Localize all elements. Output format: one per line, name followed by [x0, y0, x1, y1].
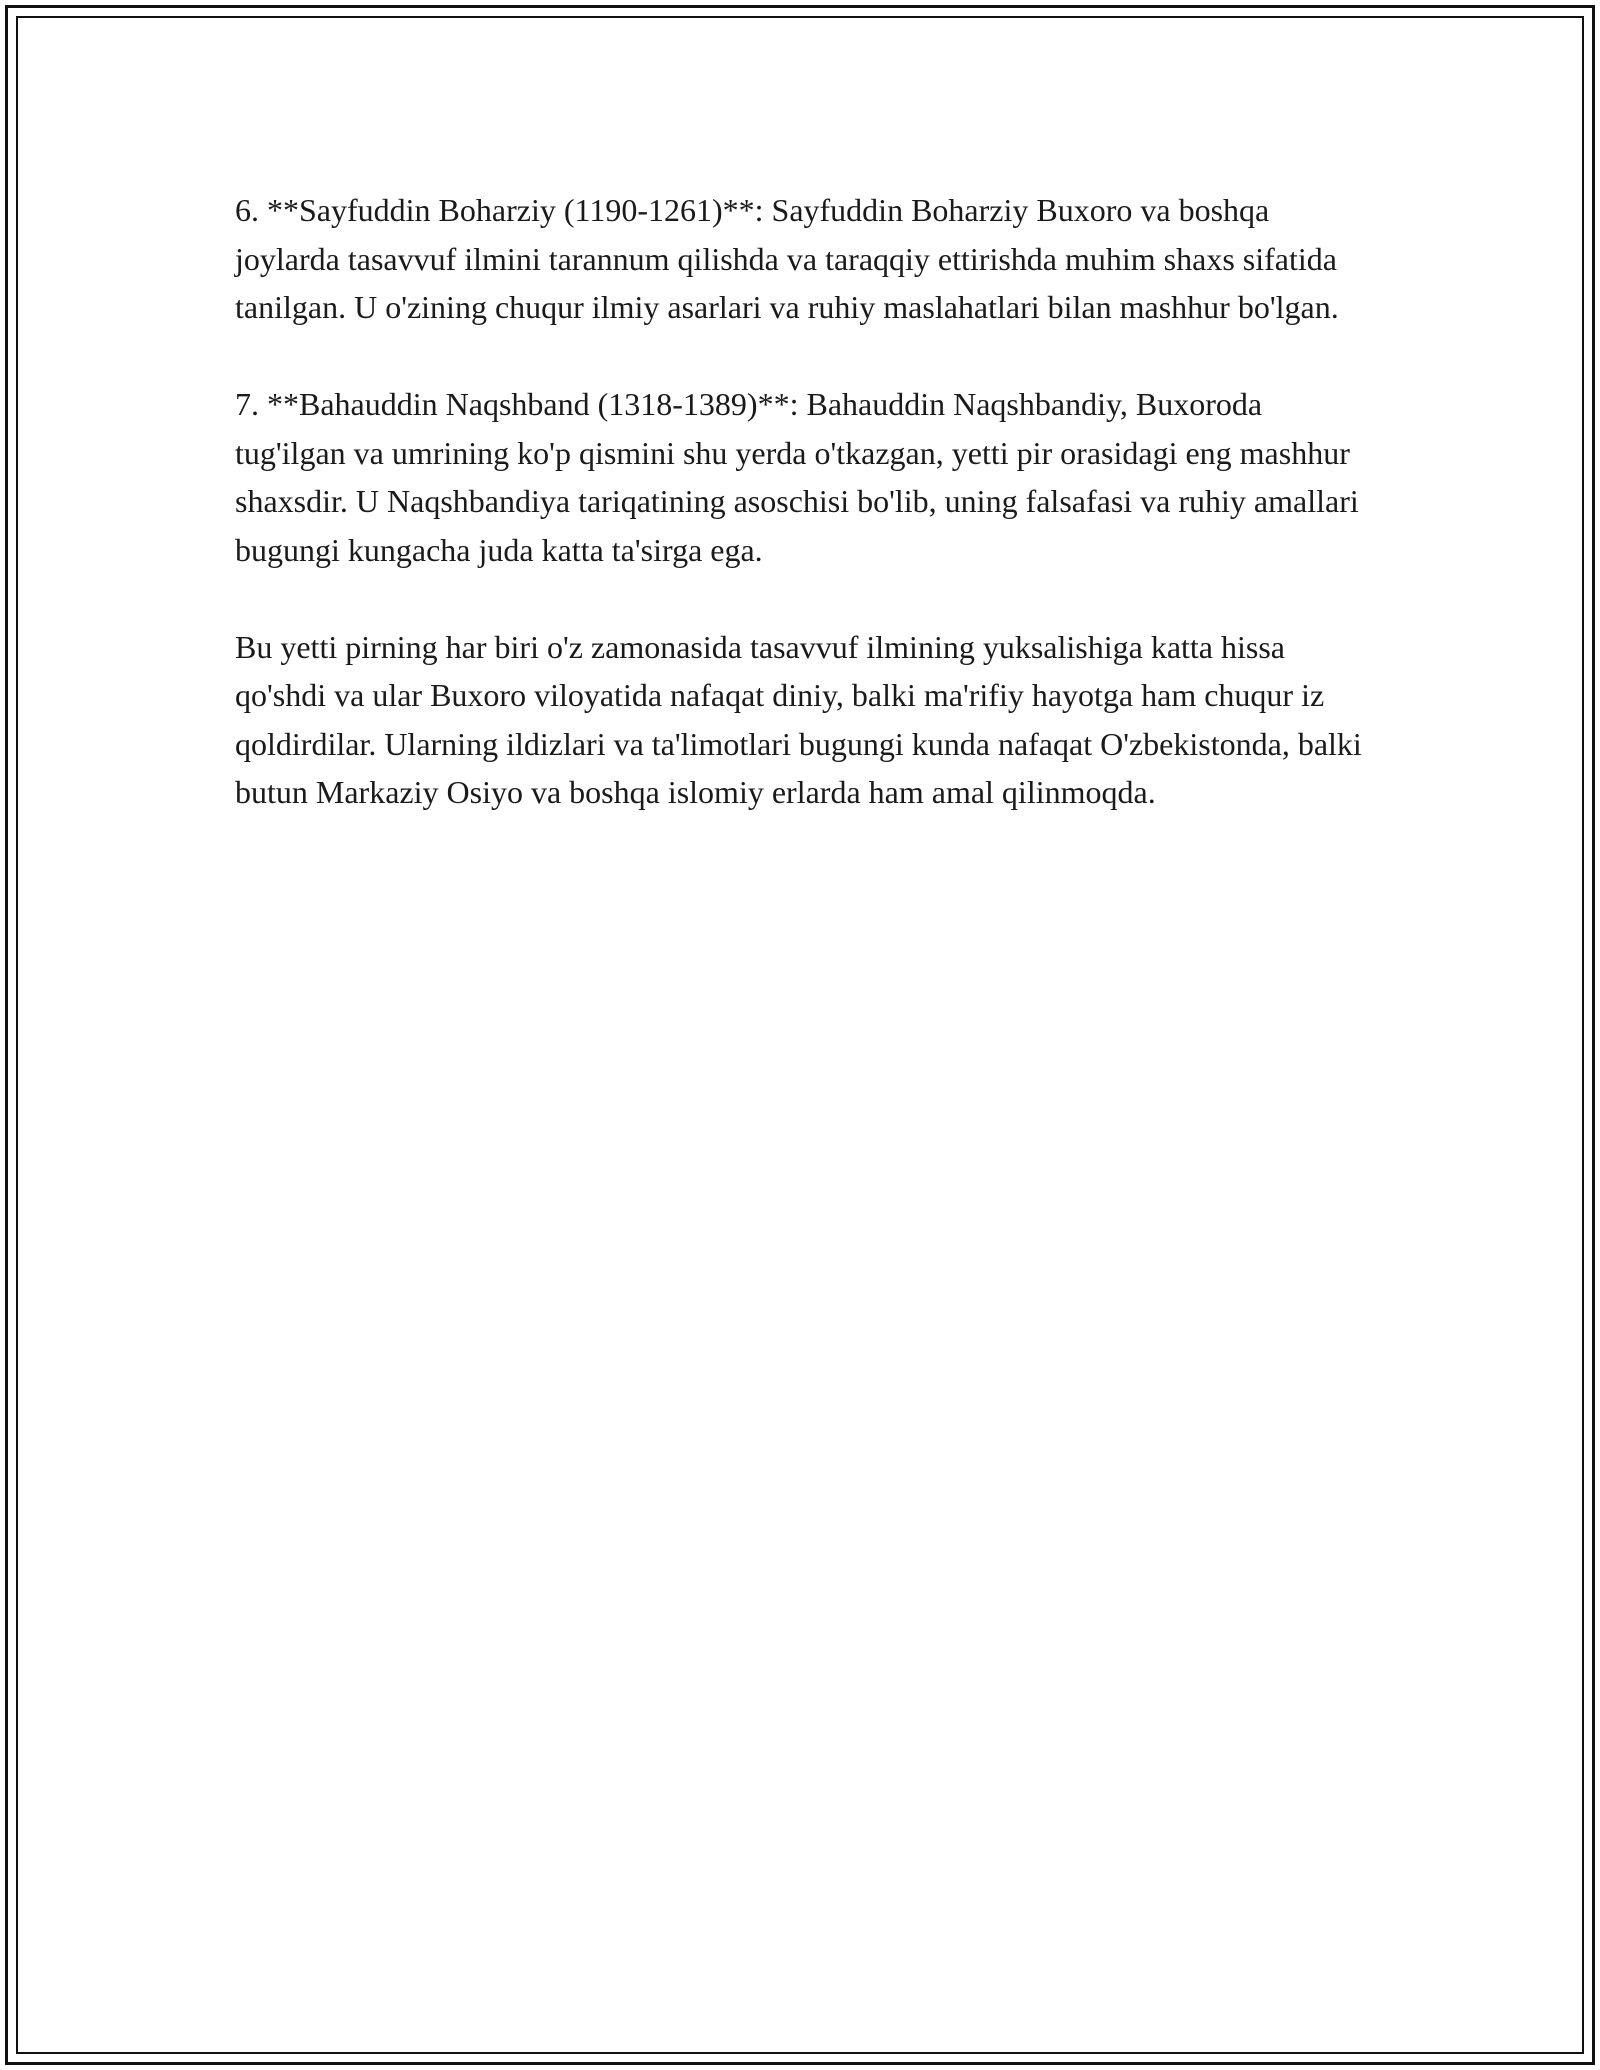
document-body	[235, 186, 1375, 865]
paragraph-conclusion: Bu yetti pirning har biri o'z zamonasida tasavvuf ilmining yuksalishiga katta hissa qo'shdi va ular Buxoro viloyatida nafaqat diniy, balki ma'rifiy hayotga ham chuqur iz qoldirdilar. Ularning ildizlari va ta'limotlari bugungi kunda nafaqat O'zbekistonda, balki butun Markaziy Osiyo va boshqa islomiy erlarda ham amal qilinmoqda.	[235, 628, 1362, 810]
paragraph-bahauddin-naqshband: 7. **Bahauddin Naqshband (1318-1389)**: Bahauddin Naqshbandiy, Buxoroda tug'ilgan va umrining ko'p qismini shu yerda o'tkazgan, yetti pir orasidagi eng mashhur shaxsdir. U Naqshbandiya tariqatining asoschisi bo'lib, uning falsafasi va ruhiy amallari bugungi kungacha juda katta ta'sirga ega.	[235, 386, 1359, 568]
paragraph-sayfuddin-boharziy: 6. **Sayfuddin Boharziy (1190-1261)**: Sayfuddin Boharziy Buxoro va boshqa joylarda tasavvuf ilmini tarannum qilishda va taraqqiy ettirishda muhim shaxs sifatida tanilgan. U o'zining chuqur ilmiy asarlari va ruhiy maslahatlari bilan mashhur bo'lgan.	[235, 192, 1339, 325]
